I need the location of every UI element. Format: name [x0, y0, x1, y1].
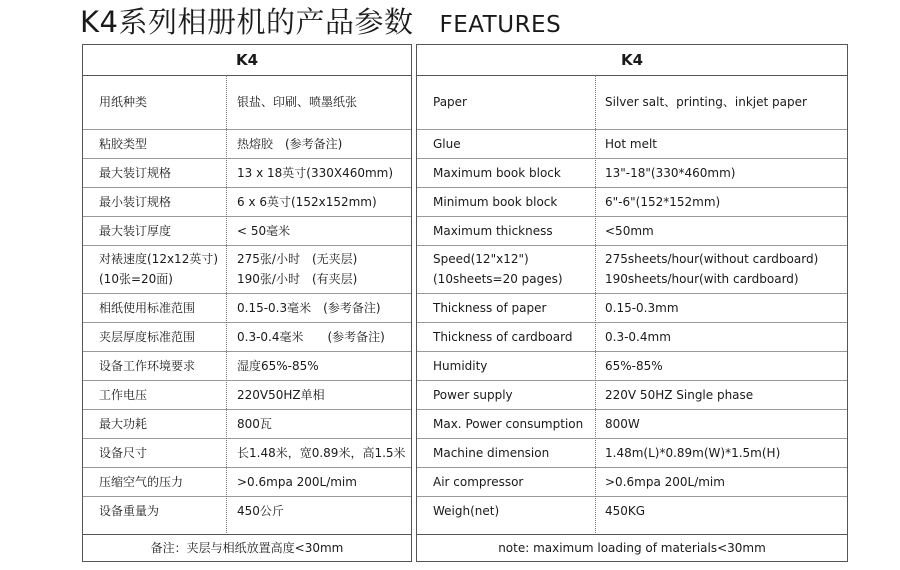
table-row	[83, 351, 411, 381]
spec-value-line: 190张/小时 (有夹层)	[237, 272, 358, 286]
spec-label	[99, 467, 219, 496]
spec-table-english	[416, 44, 848, 562]
spec-label-line: Glue	[433, 136, 461, 151]
column-divider	[226, 75, 227, 535]
spec-value	[605, 293, 845, 322]
spec-value-line: 6"-6"(152*152mm)	[605, 194, 721, 209]
spec-label	[433, 245, 593, 293]
title-english: FEATURES	[439, 12, 562, 38]
spec-value	[237, 409, 407, 438]
spec-value-line: 275sheets/hour(without cardboard)	[605, 252, 819, 266]
table-row	[83, 216, 411, 246]
table-header: K4	[417, 45, 847, 76]
spec-label-line: 粘胶类型	[99, 136, 148, 151]
spec-label-line: 最大装订厚度	[99, 223, 172, 238]
spec-value-line: 0.3-0.4mm	[605, 329, 671, 344]
table-footnote: 备注：夹层与相纸放置高度<30mm	[83, 534, 411, 561]
spec-value	[605, 158, 845, 187]
spec-table-chinese	[82, 44, 412, 562]
spec-value-line: 银盐、印刷、喷墨纸张	[237, 95, 358, 109]
spec-value-line: 6 x 6英寸(152x152mm)	[237, 194, 377, 209]
spec-value-line: 长1.48米，宽0.89米，高1.5米	[237, 445, 406, 460]
spec-label-line: (10张=20面)	[99, 272, 173, 286]
spec-value	[605, 245, 845, 293]
spec-label-line: Paper	[433, 95, 467, 109]
spec-value-line: 0.15-0.3mm	[605, 300, 679, 315]
spec-value	[237, 351, 407, 380]
spec-label-line: 设备尺寸	[99, 445, 148, 460]
table-row	[417, 129, 847, 159]
spec-value-line: 热熔胶 (参考备注)	[237, 136, 343, 151]
spec-label	[99, 216, 219, 245]
spec-value	[605, 216, 845, 245]
spec-label-line: Power supply	[433, 387, 513, 402]
table-row	[417, 496, 847, 525]
table-row	[83, 245, 411, 294]
spec-label	[99, 129, 219, 158]
spec-value-line: 800瓦	[237, 416, 272, 431]
spec-label	[433, 158, 593, 187]
spec-label-line: Thickness of cardboard	[433, 329, 573, 344]
spec-value-line: Hot melt	[605, 136, 657, 151]
spec-label-line: 最大功耗	[99, 416, 148, 431]
table-row	[417, 75, 847, 130]
spec-label	[99, 245, 219, 293]
spec-value-line: 220V 50HZ Single phase	[605, 387, 754, 402]
spec-label	[99, 380, 219, 409]
table-row	[417, 409, 847, 439]
spec-value	[605, 467, 845, 496]
spec-value-line: 0.15-0.3毫米 (参考备注)	[237, 300, 381, 315]
spec-label	[433, 322, 593, 351]
table-row	[83, 129, 411, 159]
table-row	[417, 322, 847, 352]
spec-value-line: Silver salt、printing、inkjet paper	[605, 95, 807, 109]
spec-label-line: Speed(12"x12")	[433, 252, 529, 266]
spec-label-line: 设备重量为	[99, 503, 160, 518]
spec-label	[99, 438, 219, 467]
table-row	[417, 467, 847, 497]
spec-value	[237, 322, 407, 351]
spec-value-line: 190sheets/hour(with cardboard)	[605, 272, 799, 286]
table-row	[417, 380, 847, 410]
spec-value-line: >0.6mpa 200L/mim	[605, 474, 725, 489]
spec-label-line: Humidity	[433, 358, 488, 373]
table-row	[83, 380, 411, 410]
column-divider	[595, 75, 596, 535]
spec-label	[433, 496, 593, 525]
table-row	[83, 438, 411, 468]
spec-value	[237, 293, 407, 322]
spec-label	[433, 467, 593, 496]
table-row	[417, 438, 847, 468]
spec-label	[99, 351, 219, 380]
spec-label-line: 对裱速度(12x12英寸)	[99, 252, 219, 266]
spec-label-line: 用纸种类	[99, 95, 148, 109]
table-row	[83, 467, 411, 497]
spec-label	[433, 216, 593, 245]
spec-value	[605, 409, 845, 438]
spec-label	[99, 496, 219, 525]
table-row	[83, 409, 411, 439]
spec-label	[433, 380, 593, 409]
spec-sheet	[82, 44, 848, 562]
spec-label	[433, 187, 593, 216]
spec-value	[237, 75, 407, 129]
spec-label	[433, 293, 593, 322]
spec-value	[237, 380, 407, 409]
table-footnote: note: maximum loading of materials<30mm	[417, 534, 847, 561]
table-row	[83, 496, 411, 525]
spec-label-line: Thickness of paper	[433, 300, 547, 315]
table-row	[83, 322, 411, 352]
spec-value-line: < 50毫米	[237, 223, 291, 238]
spec-value-line: 450KG	[605, 503, 646, 518]
spec-value	[605, 496, 845, 525]
spec-value	[237, 496, 407, 525]
spec-label	[99, 322, 219, 351]
spec-label-line: Weigh(net)	[433, 503, 500, 518]
spec-value	[605, 351, 845, 380]
spec-value-line: 450公斤	[237, 503, 284, 518]
spec-label	[433, 75, 593, 129]
spec-value-line: 1.48m(L)*0.89m(W)*1.5m(H)	[605, 445, 781, 460]
spec-label-line: Maximum book block	[433, 165, 561, 180]
spec-label-line: 夹层厚度标准范围	[99, 329, 196, 344]
spec-value-line: 220V50HZ单相	[237, 387, 325, 402]
table-row	[83, 293, 411, 323]
table-row	[417, 293, 847, 323]
spec-label-line: Max. Power consumption	[433, 416, 584, 431]
table-header: K4	[83, 45, 411, 76]
spec-label	[99, 158, 219, 187]
table-row	[417, 351, 847, 381]
table-row	[83, 75, 411, 130]
page-title	[80, 2, 561, 42]
spec-label	[99, 409, 219, 438]
spec-label-line: (10sheets=20 pages)	[433, 272, 563, 286]
spec-value	[237, 467, 407, 496]
spec-value-line: 800W	[605, 416, 640, 431]
spec-label	[433, 129, 593, 158]
table-row	[417, 245, 847, 294]
spec-label-line: 工作电压	[99, 387, 148, 402]
spec-label-line: 最大装订规格	[99, 165, 172, 180]
spec-label-line: 设备工作环境要求	[99, 358, 196, 373]
spec-value-line: 湿度65%-85%	[237, 358, 319, 373]
spec-value	[605, 187, 845, 216]
spec-label-line: 最小装订规格	[99, 194, 172, 209]
spec-label	[433, 438, 593, 467]
title-chinese: K4系列相册机的产品参数	[80, 5, 414, 39]
spec-label	[433, 351, 593, 380]
spec-label-line: Air compressor	[433, 474, 524, 489]
spec-value	[237, 158, 407, 187]
spec-value	[605, 380, 845, 409]
spec-value	[237, 245, 407, 293]
spec-value-line: 65%-85%	[605, 358, 663, 373]
spec-label-line: Maximum thickness	[433, 223, 553, 238]
table-row	[417, 216, 847, 246]
spec-label	[99, 187, 219, 216]
spec-value	[237, 129, 407, 158]
spec-label	[99, 293, 219, 322]
spec-value-line: 13"-18"(330*460mm)	[605, 165, 736, 180]
spec-label-line: 压缩空气的压力	[99, 474, 184, 489]
spec-value-line: 13 x 18英寸(330X460mm)	[237, 165, 394, 180]
spec-value	[605, 129, 845, 158]
spec-label-line: Minimum book block	[433, 194, 558, 209]
spec-value-line: >0.6mpa 200L/mim	[237, 474, 357, 489]
spec-value-line: 0.3-0.4毫米 (参考备注)	[237, 329, 385, 344]
spec-value-line: <50mm	[605, 223, 654, 238]
spec-value	[237, 187, 407, 216]
table-row	[83, 158, 411, 188]
table-row	[417, 187, 847, 217]
spec-label-line: Machine dimension	[433, 445, 550, 460]
spec-label	[99, 75, 219, 129]
spec-value	[237, 438, 407, 467]
spec-value-line: 275张/小时 (无夹层)	[237, 252, 358, 266]
spec-label-line: 相纸使用标准范围	[99, 300, 196, 315]
spec-value	[605, 322, 845, 351]
spec-value	[237, 216, 407, 245]
spec-label	[433, 409, 593, 438]
spec-value	[605, 75, 845, 129]
spec-value	[605, 438, 845, 467]
table-row	[417, 158, 847, 188]
table-row	[83, 187, 411, 217]
